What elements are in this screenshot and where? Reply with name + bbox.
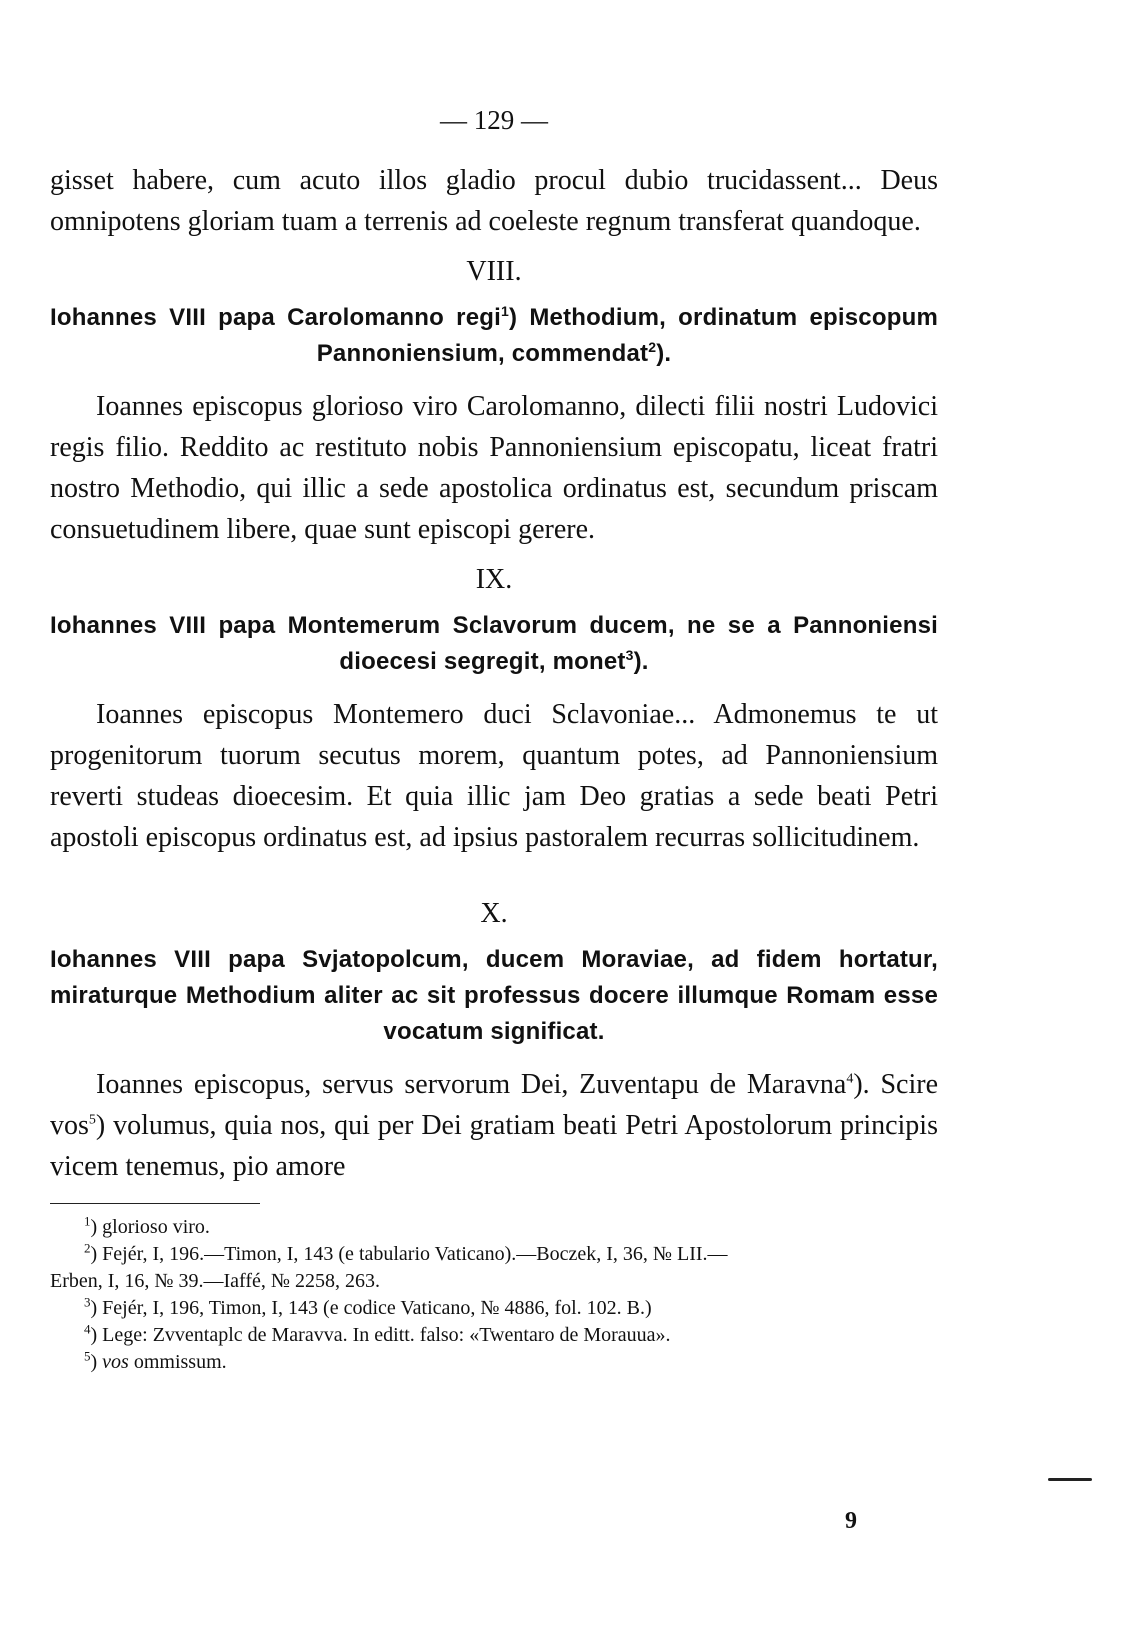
footnote: $^5$) vos ommissum. <box>84 1348 227 1373</box>
section-heading-x: Iohannes VIII papa Svjatopolcum, ducem Moraviae, ad fidem hortatur, miraturque Methodium aliter ac sit professus docere illumque Romam esse vocatum significat. <box>50 946 938 1045</box>
footnote-text: ) Lege: Zvventaplc de Maravva. In editt. falso: «Twentaro de Morauua». <box>90 1324 671 1346</box>
document-page <box>50 100 938 1376</box>
spacer <box>50 858 938 884</box>
footnote <box>50 1241 938 1268</box>
footnote-continuation <box>50 1268 938 1295</box>
footnote-text: ommissum. <box>128 1351 227 1373</box>
footnote-text: ) Fejér, I, 196.—Timon, I, 143 (e tabulario Vaticano).—Boczek, I, 36, № LII.— <box>90 1243 728 1265</box>
heading-text: Iohannes VIII papa Montemerum Sclavorum ducem, ne se a Pannoniensi dioecesi segregit, monet <box>50 612 938 675</box>
footnote-ref: 5 <box>88 1112 96 1128</box>
opening-paragraph: gisset habere, cum acuto illos gladio procul dubio trucidassent... Deus omnipotens gloriam tuam a terrenis ad coeleste regnum transferat quandoque. <box>50 165 938 237</box>
footnote-divider <box>50 1203 260 1204</box>
section-heading-viii <box>50 300 938 372</box>
body-text: Ioannes episcopus, servus servorum Dei, Zuventapu de Maravna <box>96 1069 847 1100</box>
footnote-ref: 3 <box>625 647 634 663</box>
footnote-mark: 2 <box>84 1240 91 1256</box>
footnote-text: ) glorioso viro. <box>90 1216 210 1238</box>
section-numeral-viii: VIII. <box>466 256 522 287</box>
signature-mark: 9 <box>845 1508 857 1534</box>
heading-text: ) Methodium, ordinatum episcopum Pannoniensium, commendat <box>316 304 938 367</box>
page-number: — 129 — <box>440 105 548 135</box>
footnote <box>50 1295 938 1322</box>
body-text: ) volumus, quia nos, qui per Dei gratiam beati Petri Apostolorum principis vicem tenemus, pio amore <box>50 1110 938 1182</box>
footnote-ref: 4 <box>846 1071 854 1087</box>
footnote-ref: 2 <box>648 339 657 355</box>
section-body-x <box>50 1064 938 1187</box>
heading-text: Iohannes VIII papa Carolomanno regi <box>50 304 501 331</box>
footnote <box>50 1322 938 1349</box>
heading-text: ). <box>633 648 649 675</box>
body-text: ). Scire vos <box>50 1069 938 1141</box>
footnote-italic: vos <box>102 1351 129 1373</box>
footnote-mark: 3 <box>84 1294 91 1310</box>
footnote-text: ) Fejér, I, 196, Timon, I, 143 (e codice Vaticano, № 4886, fol. 102. B.) <box>90 1297 652 1319</box>
footnote-mark: 5 <box>84 1348 91 1364</box>
footnote-mark: 1 <box>84 1213 91 1229</box>
section-numeral-x: X. <box>480 898 508 929</box>
footnotes <box>50 1214 938 1376</box>
heading-text: ). <box>656 340 672 367</box>
footnote <box>50 1214 938 1241</box>
section-numeral-ix: IX. <box>475 564 513 595</box>
section-body-ix: Ioannes episcopus Montemero duci Sclavoniae... Admonemus te ut progenitorum tuorum secutus morem, quantum potes, ad Pannoniensium reverti studeas dioecesim. Et quia illic jam Deo gratias a sede beati Petri apostoli episcopus ordinatus est, ad ipsius pastoralem recurras sollicitudinem. <box>50 699 938 853</box>
footnote-mark: 4 <box>84 1321 91 1337</box>
footnote-ref: 1 <box>500 303 509 319</box>
section-body-viii: Ioannes episcopus glorioso viro Carolomanno, dilecti filii nostri Ludovici regis filio. Reddito ac restituto nobis Pannoniensium episcopatu, liceat fratri nostro Methodio, qui illic a sede apostolica ordinatus est, secundum priscam consuetudinem libere, quae sunt episcopi gerere. <box>50 391 938 545</box>
margin-mark <box>1048 1478 1092 1481</box>
footnote-text: Erben, I, 16, № 39.—Iaffé, № 2258, 263. <box>50 1270 380 1292</box>
section-heading-ix <box>50 608 938 680</box>
